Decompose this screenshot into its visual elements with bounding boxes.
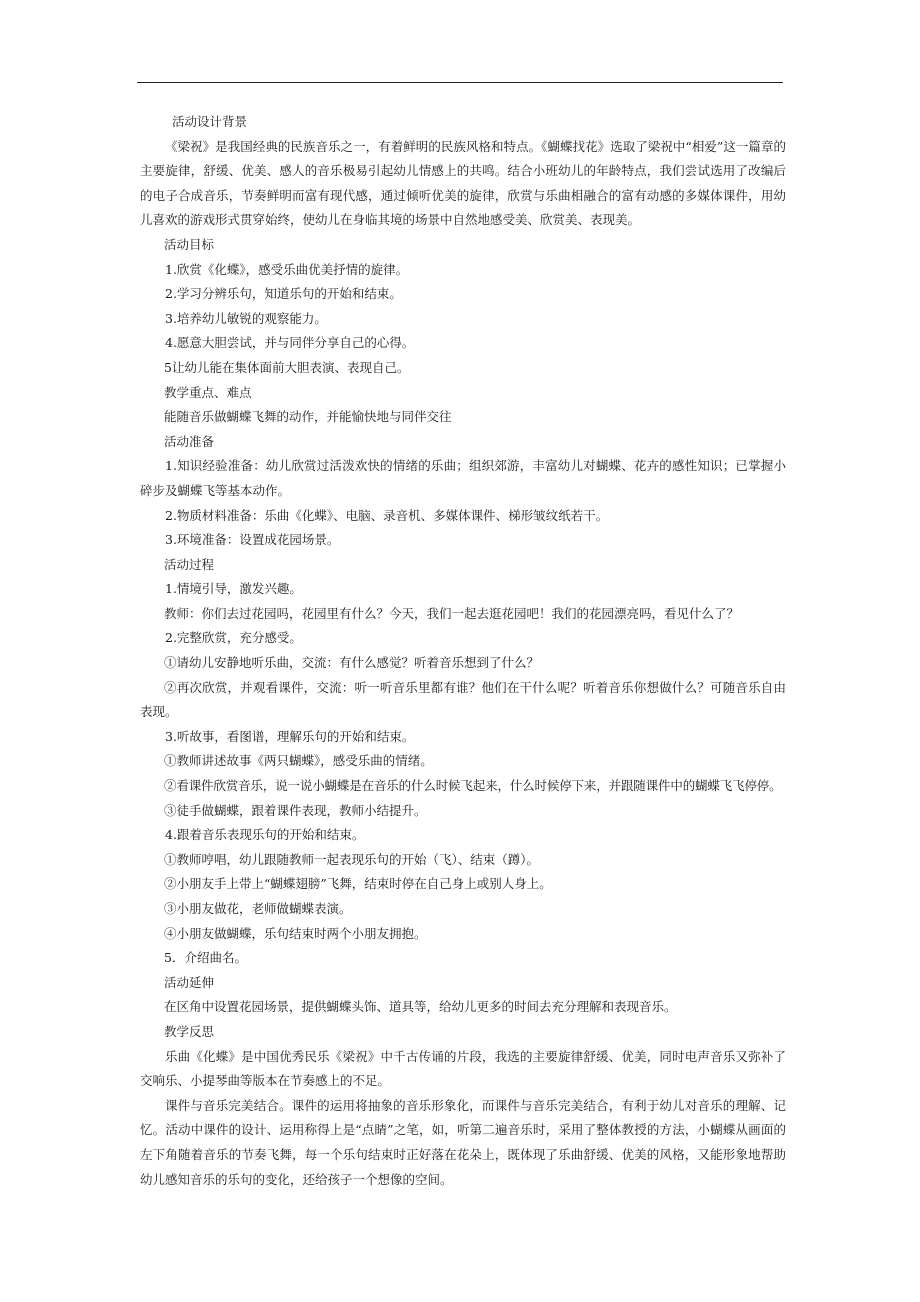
process-step-3: 3.听故事，看图谱，理解乐句的开始和结束。: [165, 728, 415, 744]
process-step-5: 5．介绍曲名。: [164, 950, 247, 966]
prep-item-2: 2.物质材料准备：乐曲《化蝶》、电脑、录音机、多媒体课件、梯形皱纹纸若干。: [165, 507, 609, 523]
process-step-2-a: ①请幼儿安静地听乐曲，交流：有什么感觉？听着音乐想到了什么？: [164, 655, 540, 671]
heading-reflection: 教学反思: [164, 1023, 215, 1039]
goal-item-4: 4.愿意大胆尝试，并与同伴分享自己的心得。: [165, 335, 415, 351]
goal-item-5: 5让幼儿能在集体面前大胆表演、表现自己。: [164, 359, 410, 375]
extension-text: 在区角中设置花园场景，提供蝴蝶头饰、道具等，给幼儿更多的时间去充分理解和表现音乐。: [164, 999, 677, 1015]
process-step-3-a: ①教师讲述故事《两只蝴蝶》，感受乐曲的情绪。: [164, 753, 433, 769]
process-step-3-b: ②看课件欣赏音乐，说一说小蝴蝶是在音乐的什么时候飞起来，什么时候停下来，并跟随课件中的蝴蝶飞飞停停。: [164, 778, 782, 794]
header-rule: [137, 82, 783, 83]
process-step-4: 4.跟着音乐表现乐句的开始和结束。: [165, 827, 365, 843]
document-body: [140, 110, 786, 1192]
process-step-4-c: ③小朋友做花，老师做蝴蝶表演。: [164, 901, 352, 916]
goal-item-2: 2.学习分辨乐句，知道乐句的开始和结束。: [165, 286, 402, 302]
heading-prep: 活动准备: [164, 433, 215, 449]
prep-item-3: 3.环境准备：设置成花园场景。: [165, 532, 340, 548]
focus-text: 能随音乐做蝴蝶飞舞的动作，并能愉快地与同伴交往: [164, 409, 452, 425]
background-paragraph: 《梁祝》是我国经典的民族音乐之一，有着鲜明的民族风格和特点。《蝴蝶找花》选取了梁祝中“相爱”这一篇章的主要旋律，舒缓、优美、感人的音乐极易引起幼儿情感上的共鸣。结合小班幼儿的年龄特点，我们尝试选用了改编后的电子合成音乐，节奏鲜明而富有现代感，通过倾听优美的旋律，欣赏与乐曲相融合的富有动感的多媒体课件，用幼儿喜欢的游戏形式贯穿始终，使幼儿在身临其境的场景中自然地感受美、欣赏美、表现美。: [140, 138, 786, 228]
goal-item-3: 3.培养幼儿敏锐的观察能力。: [165, 310, 327, 326]
reflection-paragraph-1: 乐曲《化蝶》是中国优秀民乐《梁祝》中千古传诵的片段，我选的主要旋律舒缓、优美，同时电声音乐又弥补了交响乐、小提琴曲等版本在节奏感上的不足。: [140, 1048, 786, 1089]
heading-goals: 活动目标: [164, 236, 215, 252]
prep-item-1: 1.知识经验准备：幼儿欣赏过活泼欢快的情绪的乐曲；组织郊游，丰富幼儿对蝴蝶、花卉的感性知识；已掌握小碎步及蝴蝶飞等基本动作。: [140, 458, 786, 498]
process-step-1-teacher: 教师：你们去过花园吗，花园里有什么？今天，我们一起去逛花园吧！我们的花园漂亮吗，看见什么了？: [164, 605, 740, 621]
heading-process: 活动过程: [164, 556, 215, 572]
goal-item-1: 1.欣赏《化蝶》，感受乐曲优美抒情的旋律。: [165, 261, 409, 277]
reflection-paragraph-2: 课件与音乐完美结合。课件的运用将抽象的音乐形象化，而课件与音乐完美结合，有利于幼儿对音乐的理解、记忆。活动中课件的设计、运用称得上是“点睛”之笔，如，听第二遍音乐时，采用了整体教授的方法，小蝴蝶从画面的左下角随着音乐的节奏飞舞，每一个乐句结束时正好落在花朵上，既体现了乐曲舒缓、优美的风格，又能形象地帮助幼儿感知音乐的乐句的变化，还给孩子一个想像的空间。: [140, 1097, 786, 1187]
process-step-4-d: ④小朋友做蝴蝶，乐句结束时两个小朋友拥抱。: [164, 925, 427, 941]
heading-focus: 教学重点、难点: [164, 384, 252, 400]
process-step-4-b: ②小朋友手上带上“蝴蝶翅膀”飞舞，结束时停在自己身上或别人身上。: [164, 876, 552, 892]
heading-background: 活动设计背景: [172, 114, 248, 129]
process-step-4-a: ①教师哼唱，幼儿跟随教师一起表现乐句的开始（飞）、结束（蹲）。: [164, 851, 540, 867]
process-step-2: 2.完整欣赏，充分感受。: [165, 630, 302, 646]
process-step-1: 1.情境引导，激发兴趣。: [165, 581, 302, 597]
heading-extension: 活动延伸: [164, 974, 215, 990]
process-step-3-c: ③徒手做蝴蝶，跟着课件表现，教师小结提升。: [164, 802, 427, 818]
process-step-2-b: ②再次欣赏，并观看课件，交流：听一听音乐里都有谁？他们在干什么呢？听着音乐你想做什么？可随音乐自由表现。: [140, 679, 786, 720]
